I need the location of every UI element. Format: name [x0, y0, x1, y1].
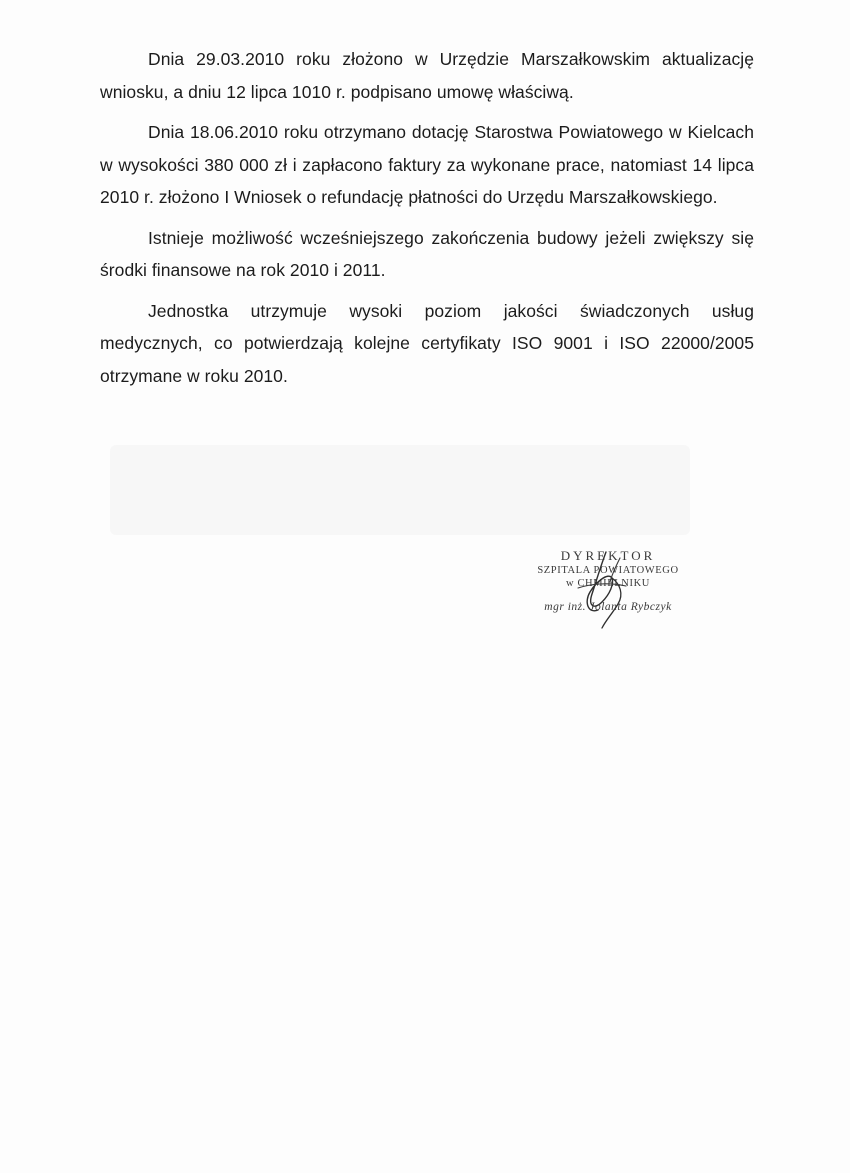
handwritten-signature [508, 548, 708, 633]
document-body [100, 43, 754, 400]
scan-show-through [110, 445, 690, 535]
stamp-place: w CHMIELNIKU [566, 578, 650, 589]
stamp-organization: SZPITALA POWIATOWEGO [537, 565, 679, 576]
paragraph-subsidy: Dnia 18.06.2010 roku otrzymano dotację Starostwa Powiatowego w Kielcach w wysokości 380 000 zł i zapłacono faktury za wykonane prace, natomiast 14 lipca 2010 r. złożono I Wniosek o refundację płatności do Urzędu Marszałkowskiego. [100, 122, 754, 207]
paragraph-application-update: Dnia 29.03.2010 roku złożono w Urzędzie Marszałkowskim aktualizację wniosku, a dniu 12 lipca 1010 r. podpisano umowę właściwą. [100, 49, 754, 102]
stamp-title: DYREKTOR [560, 548, 656, 563]
stamp-name: mgr inż. Jolanta Rybczyk [544, 601, 672, 613]
director-stamp [508, 548, 708, 628]
paragraph-quality-certificates: Jednostka utrzymuje wysoki poziom jakości świadczonych usług medycznych, co potwierdzają kolejne certyfikaty ISO 9001 i ISO 22000/2005 otrzymane w roku 2010. [100, 300, 754, 386]
paragraph-early-completion: Istnieje możliwość wcześniejszego zakończenia budowy jeżeli zwiększy się środki finansowe na rok 2010 i 2011. [100, 227, 754, 280]
